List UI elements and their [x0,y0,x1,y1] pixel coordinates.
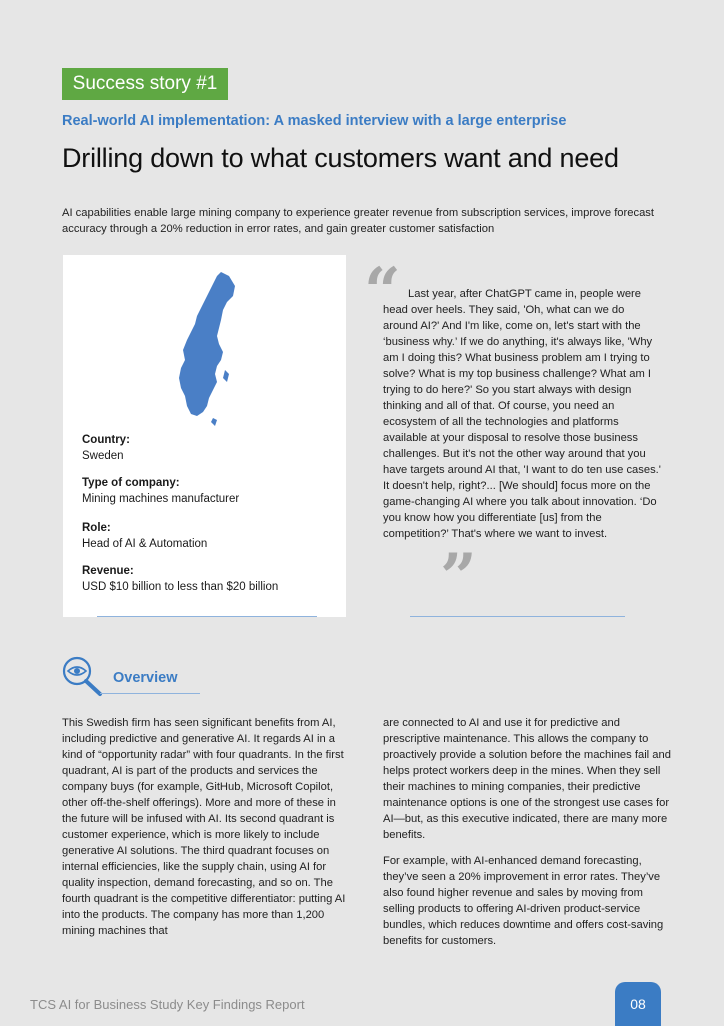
footer-report-title: TCS AI for Business Study Key Findings Report [30,997,305,1012]
country-label: Country: [82,434,130,446]
quote-text: Last year, after ChatGPT came in, people were head over heels. They said, 'Oh, what can we do around AI?' And I'm like, come on, let's start with the ‘business why.’ If we do anything, it's always like, 'Why am I doing this? What business problem am I trying to solve? What is my top business challenge? What am I trying to do here?' So you start always with design thinking and all of that. Of course, you need an ecosystem of all the technologies and platforms available at your disposal to resolve those business challenges. But it's not the other way around that you have targets around AI that, 'I want to do ten use cases.' It doesn't help, right?... [We should] focus more on the game-changing AI where you talk about innovation. ‘Do you know how you differentiate [us] from the competition?’ That's where we want to invest. [383,288,661,540]
role-label: Role: [82,522,111,534]
company-type-field [82,475,239,507]
country-value: Sweden [82,450,124,462]
success-story-tag: Success story #1 [62,68,228,100]
profile-divider [97,616,317,617]
intro-paragraph: AI capabilities enable large mining company to experience greater revenue from subscription services, improve forecast accuracy through a 20% reduction in error rates, and gain greater customer satisfaction [62,207,654,235]
sweden-map-icon [173,270,243,430]
page-number: 08 [615,982,661,1026]
role-value: Head of AI & Automation [82,538,208,550]
quote-divider [410,616,625,617]
role-field [82,520,207,552]
revenue-label: Revenue: [82,565,134,577]
revenue-field [82,563,278,595]
company-type-label: Type of company: [82,477,180,489]
page-title: Drilling down to what customers want and need [62,143,619,173]
open-quote-icon: “ [364,254,401,329]
overview-underline [100,693,200,694]
overview-column-right [383,715,673,959]
country-field [82,432,130,464]
close-quote-icon: ” [440,540,477,615]
overview-column-left [62,715,352,949]
company-profile-card [63,255,346,617]
overview-paragraph: are connected to AI and use it for predictive and prescriptive maintenance. This allows the company to proactively provide a solution before the machines fail and helps protect workers deep in the mines. When they sell their machines to mining companies, their predictive maintenance options is one of the strongest use cases for AI—but, as this executive indicated, there are many more benefits. [383,717,671,841]
overview-paragraph: This Swedish firm has seen significant benefits from AI, including predictive and generative AI. It regards AI in a kind of “opportunity radar” with four quadrants. In the first quadrant, AI is part of the products and services the company buys (for example, GitHub, Microsoft Copilot, other off-the-shelf offerings). More and more of these in the future will be infused with AI. Its second quadrant is customer experience, which is more likely to include generative AI solutions. The third quadrant focuses on internal efficiencies, like the supply chain, using AI for quality inspection, demand forecasting, and so on. The fourth quadrant is the competitive differentiator: putting AI into the products. The company has more than 1,200 mining machines that [62,717,346,937]
overview-paragraph: For example, with AI-enhanced demand forecasting, they’ve seen a 20% improvement in error rates. They’ve also found higher revenue and sales by moving from selling products to offering AI-driven product-service bundles, which reduces downtime and offers cost-saving benefits for customers. [383,855,664,947]
overview-heading: Overview [113,670,178,686]
section-subtitle: Real-world AI implementation: A masked interview with a large enterprise [62,113,567,129]
company-type-value: Mining machines manufacturer [82,493,240,505]
revenue-value: USD $10 billion to less than $20 billion [82,581,279,593]
